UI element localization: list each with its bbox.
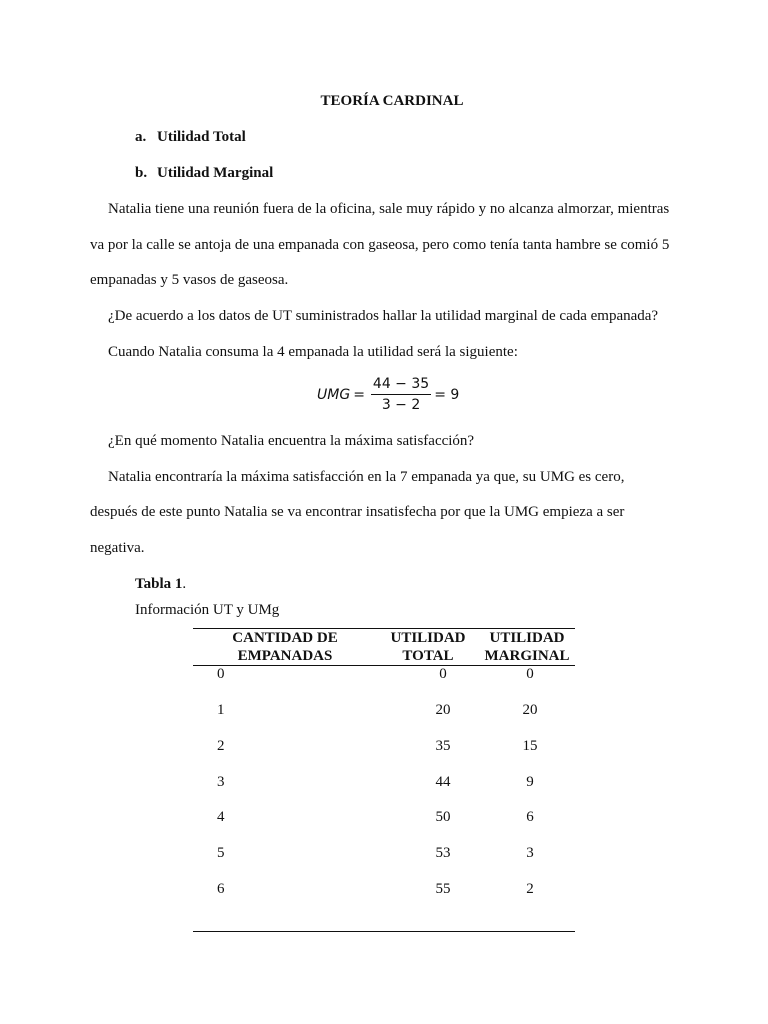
cell-utilidad-marginal: 0 xyxy=(526,666,534,682)
table-label-suffix: . xyxy=(182,576,187,592)
cell-utilidad-total: 0 xyxy=(439,666,447,682)
table-row xyxy=(193,702,575,738)
list-marker: b. xyxy=(135,165,148,181)
statement-1: Cuando Natalia consuma la 4 empanada la utilidad será la siguiente: xyxy=(108,344,518,360)
paragraph-2-line-2: después de este punto Natalia se va encontrar insatisfecha por que la UMG empieza a ser xyxy=(90,504,625,520)
umg-equation xyxy=(317,376,459,413)
header-cantidad xyxy=(193,629,377,666)
list-item-utilidad-marginal xyxy=(135,165,273,182)
equation-numerator: 44 − 35 xyxy=(371,376,431,395)
table-header-row xyxy=(193,629,575,666)
cell-cantidad: 4 xyxy=(217,809,225,826)
cell-utilidad-total: 35 xyxy=(435,737,451,754)
cell-utilidad-total: 20 xyxy=(435,702,451,718)
list-item-label: Utilidad Marginal xyxy=(157,165,274,181)
equation-lhs: UMG xyxy=(317,386,351,403)
cell-utilidad-marginal: 2 xyxy=(526,880,534,897)
paragraph-2-line-3: negativa. xyxy=(90,540,145,556)
table-label xyxy=(135,576,186,593)
cell-cantidad: 2 xyxy=(217,737,225,754)
list-item-label: Utilidad Total xyxy=(157,129,246,145)
equation-equals: = xyxy=(353,386,365,403)
equation-fraction xyxy=(371,376,431,413)
question-1: ¿De acuerdo a los datos de UT suministrados hallar la utilidad marginal de cada empanada? xyxy=(108,308,659,324)
cell-utilidad-total: 55 xyxy=(435,880,451,897)
table-row xyxy=(193,881,575,932)
cell-utilidad-marginal: 3 xyxy=(526,845,534,862)
equation-denominator: 3 − 2 xyxy=(381,397,421,413)
paragraph-2-line-1: Natalia encontraría la máxima satisfacción en la 7 empanada ya que, su UMG es cero, xyxy=(108,469,625,485)
header-utilidad-marginal xyxy=(479,629,575,666)
paragraph-1-line-1: Natalia tiene una reunión fuera de la oficina, sale muy rápido y no alcanza almorzar, mientras xyxy=(108,201,670,217)
cell-utilidad-total: 50 xyxy=(435,809,451,826)
table-caption: Información UT y UMg xyxy=(135,602,280,618)
header-line: MARGINAL xyxy=(484,648,570,664)
cell-utilidad-marginal: 15 xyxy=(522,737,538,754)
cell-cantidad: 1 xyxy=(217,702,225,718)
list-item-utilidad-total xyxy=(135,129,246,146)
table-row xyxy=(193,774,575,810)
table-row xyxy=(193,666,575,703)
question-2: ¿En qué momento Natalia encuentra la máxima satisfacción? xyxy=(108,433,475,449)
cell-utilidad-total: 44 xyxy=(435,773,451,790)
table-label-text: Tabla 1 xyxy=(135,576,183,592)
header-line: UTILIDAD xyxy=(390,630,466,646)
header-line: UTILIDAD xyxy=(489,630,565,646)
table-row xyxy=(193,809,575,845)
cell-cantidad: 5 xyxy=(217,845,225,862)
header-line: CANTIDAD DE xyxy=(232,630,338,646)
utility-table xyxy=(193,628,575,932)
cell-utilidad-marginal: 9 xyxy=(526,773,534,790)
header-utilidad-total xyxy=(377,629,479,666)
equation-result: = 9 xyxy=(434,386,460,403)
cell-utilidad-total: 53 xyxy=(435,845,451,862)
cell-cantidad: 6 xyxy=(217,880,225,897)
table-row xyxy=(193,845,575,881)
cell-utilidad-marginal: 20 xyxy=(522,702,538,718)
table-row xyxy=(193,738,575,774)
list-marker: a. xyxy=(135,129,147,145)
paragraph-1-line-2: va por la calle se antoja de una empanada con gaseosa, pero como tenía tanta hambre se comió 5 xyxy=(90,237,670,253)
cell-cantidad: 0 xyxy=(217,666,225,682)
cell-utilidad-marginal: 6 xyxy=(526,809,534,826)
header-line: EMPANADAS xyxy=(237,648,333,664)
cell-cantidad: 3 xyxy=(217,773,225,790)
page-title: TEORÍA CARDINAL xyxy=(320,93,464,109)
paragraph-1-line-3: empanadas y 5 vasos de gaseosa. xyxy=(90,272,289,288)
header-line: TOTAL xyxy=(402,648,454,664)
